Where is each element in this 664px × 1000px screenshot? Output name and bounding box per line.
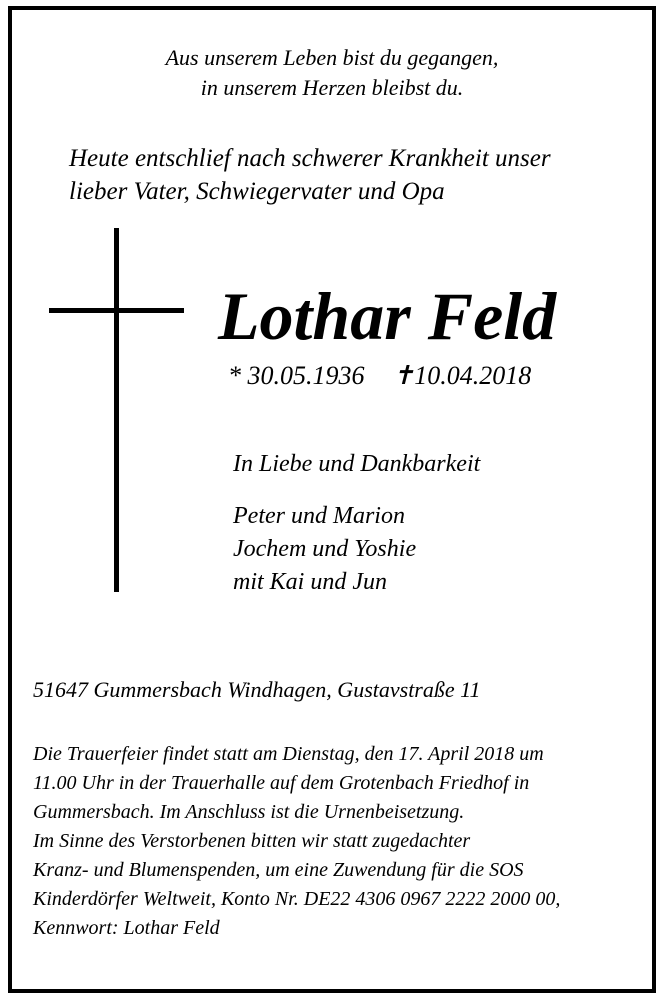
info-line: Kinderdörfer Weltweit, Konto Nr. DE22 4306 0967 2222 2000 00, <box>33 888 561 910</box>
info-line: Kranz- und Blumenspenden, um eine Zuwendung für die SOS <box>33 859 524 881</box>
life-dates <box>228 360 531 392</box>
birth-date: * 30.05.1936 <box>228 361 365 390</box>
info-line: Die Trauerfeier findet statt am Dienstag, den 17. April 2018 um <box>33 743 544 765</box>
motto-line-1: Aus unserem Leben bist du gegangen, <box>165 45 499 70</box>
cross-horizontal-beam <box>49 308 184 313</box>
motto-line-2: in unserem Herzen bleibst du. <box>200 75 464 100</box>
info-line: Gummersbach. Im Anschluss ist die Urnenbeisetzung. <box>33 801 465 823</box>
deceased-name: Lothar Feld <box>218 278 557 354</box>
mourner-line: mit Kai und Jun <box>233 569 387 595</box>
intro-line-1: Heute entschlief nach schwerer Krankheit unser <box>69 145 551 172</box>
info-line: 11.00 Uhr in der Trauerhalle auf dem Grotenbach Friedhof in <box>33 772 530 794</box>
info-line: Im Sinne des Verstorbenen bitten wir statt zugedachter <box>33 830 471 852</box>
cross-vertical-beam <box>114 228 119 592</box>
info-line: Kennwort: Lothar Feld <box>33 917 220 939</box>
family-address: 51647 Gummersbach Windhagen, Gustavstraße 11 <box>33 677 481 702</box>
mourner-line: Peter und Marion <box>233 503 405 529</box>
intro-line-2: lieber Vater, Schwiegervater und Opa <box>69 178 445 205</box>
mourner-line: Jochem und Yoshie <box>233 536 417 562</box>
mourners-heading: In Liebe und Dankbarkeit <box>233 451 481 477</box>
death-date: ✝10.04.2018 <box>392 361 532 390</box>
